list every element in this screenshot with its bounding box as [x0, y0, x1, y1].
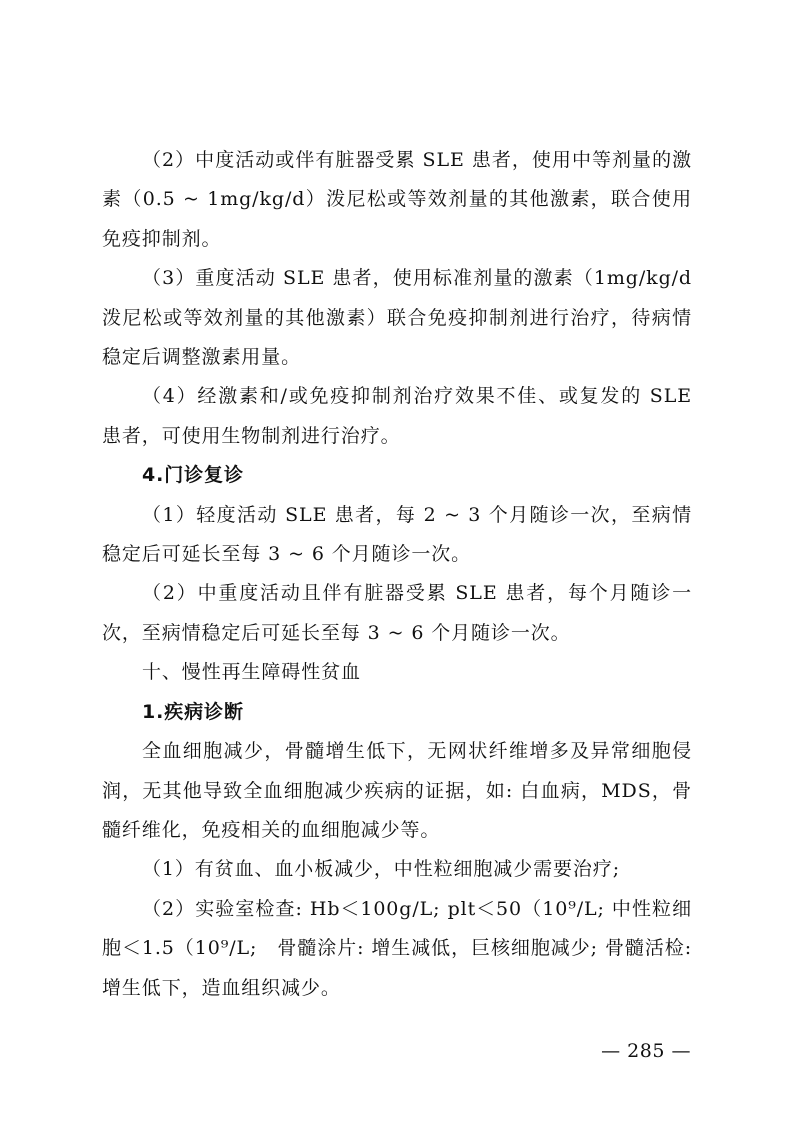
paragraph-severe-followup: （2）中重度活动且伴有脏器受累 SLE 患者，每个月随诊一次，至病情稳定后可延长至每 3 ~ 6 个月随诊一次。 — [102, 582, 692, 644]
paragraph-refractory-sle: （4）经激素和/或免疫抑制剂治疗效果不佳、或复发的 SLE 患者，可使用生物制剂进行治疗。 — [102, 385, 692, 447]
paragraph-mild-followup: （1）轻度活动 SLE 患者，每 2 ~ 3 个月随诊一次，至病情稳定后可延长至每 3 ~ 6 个月随诊一次。 — [102, 503, 692, 566]
heading-outpatient-followup: 4.门诊复诊 — [142, 464, 244, 487]
document-body — [102, 141, 692, 1008]
heading-disease-diagnosis: 1.疾病诊断 — [142, 700, 244, 723]
page-number: — 285 — — [601, 1040, 691, 1062]
paragraph-moderate-sle: （2）中度活动或伴有脏器受累 SLE 患者，使用中等剂量的激素（0.5 ~ 1mg/kg/d）泼尼松或等效剂量的其他激素，联合使用免疫抑制剂。 — [102, 149, 692, 250]
paragraph-treatment-need: （1）有贫血、血小板减少，中性粒细胞减少需要治疗; — [142, 858, 620, 881]
section-title-chronic-aplastic-anemia: 十、慢性再生障碍性贫血 — [142, 661, 361, 684]
paragraph-diagnosis-criteria: 全血细胞减少，骨髓增生低下，无网状纤维增多及异常细胞侵润，无其他导致全血细胞减少疾病的证据，如: 白血病，MDS，骨髓纤维化，免疫相关的血细胞减少等。 — [102, 740, 692, 841]
paragraph-lab-tests: （2）实验室检查: Hb＜100g/L; plt＜50（10⁹/L; 中性粒细胞＜1.5（10⁹/L; 骨髓涂片: 增生减低，巨核细胞减少; 骨髓活检: 增生低下，造血组织减少。 — [102, 897, 692, 999]
paragraph-severe-sle: （3）重度活动 SLE 患者，使用标准剂量的激素（1mg/kg/d 泼尼松或等效剂量的其他激素）联合免疫抑制剂进行治疗，待病情稳定后调整激素用量。 — [102, 267, 692, 369]
